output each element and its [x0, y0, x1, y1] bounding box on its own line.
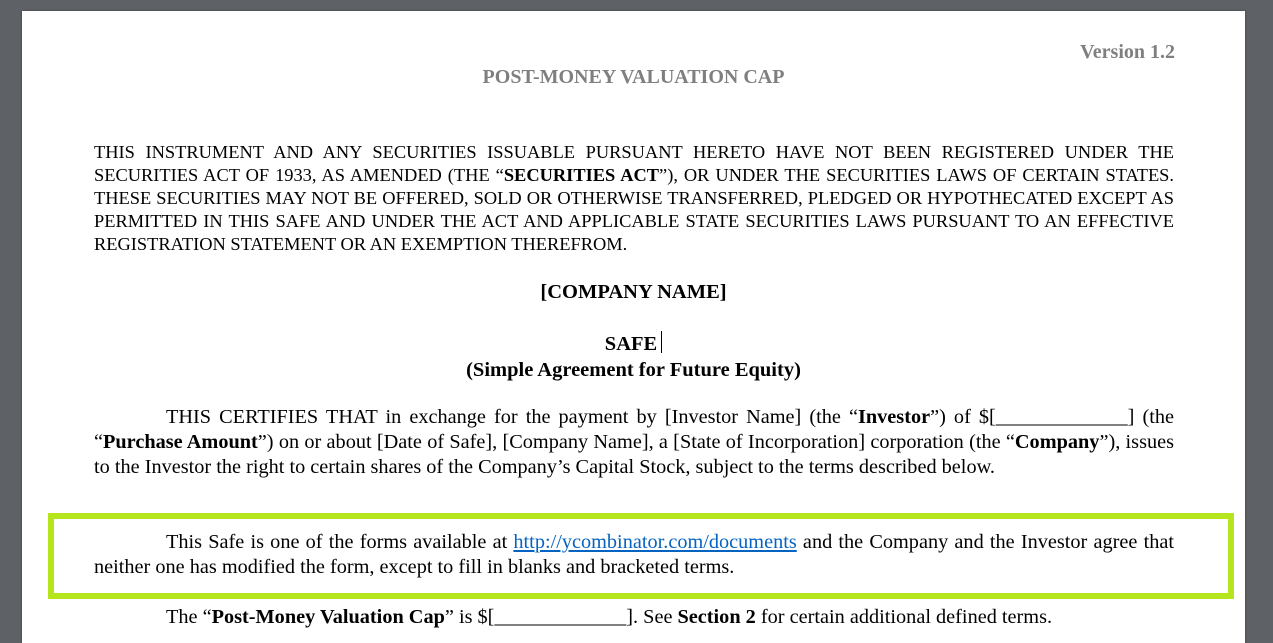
forms-note-text-1: This Safe is one of the forms available at — [166, 531, 514, 553]
valuation-cap-text-2: ” is $[_____________]. See — [444, 606, 678, 628]
documents-link[interactable]: http://ycombinator.com/documents — [513, 531, 797, 553]
document-page — [22, 11, 1245, 643]
valuation-cap-text-3: for certain additional defined terms. — [755, 606, 1053, 628]
safe-subtitle: (Simple Agreement for Future Equity) — [466, 359, 801, 381]
certifies-text-4: ”), issues to the Investor the right to certain shares of the Company’s Capital Stock, subject to the terms described below. — [94, 431, 1174, 478]
valuation-cap-term: Post-Money Valuation Cap — [211, 606, 445, 628]
legend-text-2: ”), OR UNDER THE SECURITIES LAWS OF CERTAIN STATES. THESE SECURITIES MAY NOT BE OFFERED, SOLD OR OTHERWISE TRANSFERRED, PLEDGED OR HYPOTHECATED EXCEPT AS PERMITTED IN THIS SAFE AND UNDER THE ACT AND APPLICABLE STATE SECURITIES LAWS PURSUANT TO AN EFFECTIVE REGISTRATION STATEMENT OR AN EXEMPTION THEREFROM. — [94, 165, 1174, 254]
forms-note-text-2: and the Company and the Investor agree that neither one has modified the form, except to fill in blanks and bracketed terms. — [94, 531, 1174, 578]
safe-title: SAFE — [604, 333, 658, 355]
legend-term: SECURITIES ACT — [503, 165, 660, 185]
certifies-text-3: ”) on or about [Date of Safe], [Company Name], a [State of Incorporation] corporation (the “ — [257, 431, 1015, 453]
legend-text-1: THIS INSTRUMENT AND ANY SECURITIES ISSUABLE PURSUANT HERETO HAVE NOT BEEN REGISTERED UNDER THE SECURITIES ACT OF 1933, AS AMENDED (THE “ — [94, 142, 1174, 185]
safe-title-line — [22, 331, 1245, 357]
version-label: Version 1.2 — [1080, 41, 1175, 63]
company-name-heading: [COMPANY NAME] — [540, 281, 727, 303]
securities-legend — [94, 141, 1174, 256]
document-heading: POST-MONEY VALUATION CAP — [482, 66, 785, 88]
purchase-amount-term: Purchase Amount — [103, 431, 258, 453]
company-term: Company — [1014, 431, 1100, 453]
forms-note-paragraph — [94, 530, 1174, 580]
investor-term: Investor — [857, 406, 931, 428]
certifies-paragraph — [94, 405, 1174, 480]
valuation-cap-paragraph — [94, 605, 1174, 630]
safe-title-block — [22, 331, 1245, 383]
certifies-text-2: ”) of $[_____________] (the “ — [94, 406, 1174, 453]
text-cursor — [661, 331, 662, 353]
certifies-text-1: THIS CERTIFIES THAT in exchange for the payment by [Investor Name] (the “ — [166, 406, 858, 428]
valuation-cap-text-1: The “ — [166, 606, 212, 628]
section-reference: Section 2 — [677, 606, 756, 628]
